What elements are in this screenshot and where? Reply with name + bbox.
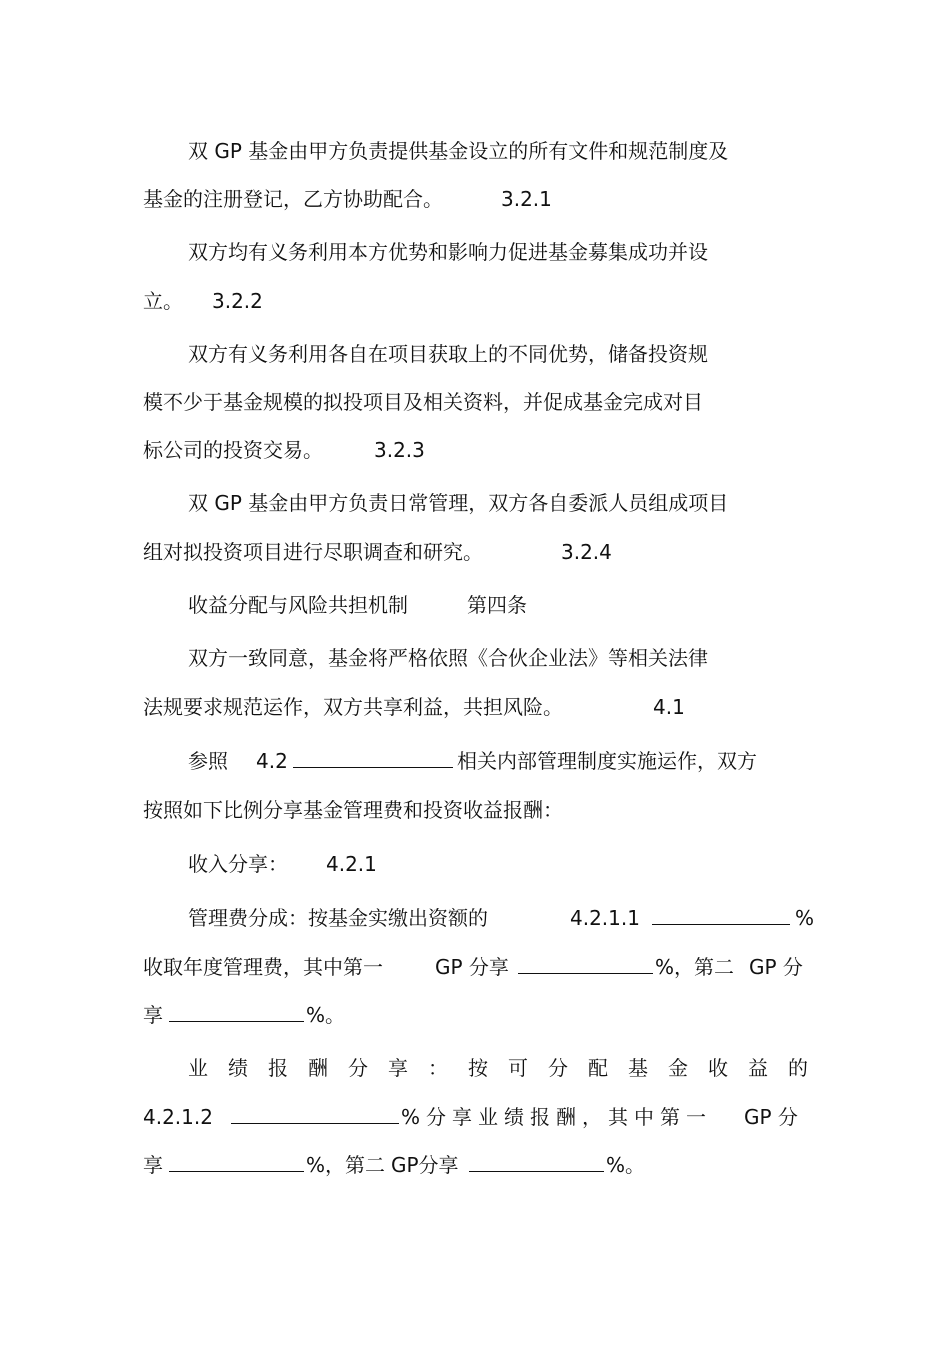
paragraph-line: 双方均有义务利用本方优势和影响力促进基金募集成功并设 [188, 240, 708, 264]
paragraph-line: 模不少于基金规模的拟投项目及相关资料，并促成基金完成对目 [143, 390, 703, 414]
paragraph-text: %，第二 [306, 1153, 386, 1177]
clause-number: 4.2 [256, 749, 288, 773]
paragraph-line: 组对拟投资项目进行尽职调查和研究。 [143, 540, 483, 564]
paragraph-line: 法规要求规范运作，双方共享利益，共担风险。 [143, 695, 563, 719]
clause-number: 3.2.4 [561, 540, 612, 564]
clause-number: 4.1 [653, 695, 685, 719]
paragraph-line: 双方一致同意，基金将严格依照《合伙企业法》等相关法律 [188, 646, 708, 670]
percent-sign: % [795, 906, 815, 930]
paragraph-text: %，第二 [655, 955, 735, 979]
blank-field [469, 1152, 604, 1178]
clause-number: 3.2.1 [501, 187, 552, 211]
blank-field [293, 748, 453, 774]
paragraph-line: 双方有义务利用各自在项目获取上的不同优势，储备投资规 [188, 342, 708, 366]
clause-number: 4.2.1.1 [570, 906, 640, 930]
blank-field [652, 905, 790, 931]
paragraph-text: GP分享 [391, 1153, 459, 1177]
section-heading: 收益分配与风险共担机制 [188, 593, 408, 617]
paragraph-line: 基金的注册登记，乙方协助配合。 [143, 187, 443, 211]
blank-field [169, 1002, 304, 1028]
paragraph-line: 按照如下比例分享基金管理费和投资收益报酬： [143, 798, 563, 822]
paragraph-text: 享 [143, 1003, 163, 1027]
paragraph-text: GP 分 [744, 1105, 798, 1129]
paragraph-text: %。 [606, 1153, 646, 1177]
article-number: 第四条 [467, 593, 527, 617]
clause-number: 4.2.1 [326, 852, 377, 876]
paragraph-text: %。 [306, 1003, 346, 1027]
paragraph-text: 参照 [188, 749, 228, 773]
paragraph-text: GP 分 [749, 955, 803, 979]
paragraph-text: 享 [143, 1153, 163, 1177]
paragraph-line: 标公司的投资交易。 [143, 438, 323, 462]
paragraph-line: 双 GP 基金由甲方负责日常管理，双方各自委派人员组成项目 [188, 491, 729, 515]
clause-number: 3.2.3 [374, 438, 425, 462]
paragraph-text: 收取年度管理费，其中第一 [143, 955, 383, 979]
clause-number: 4.2.1.2 [143, 1105, 213, 1129]
paragraph-text: 管理费分成：按基金实缴出资额的 [188, 906, 488, 930]
paragraph-text: GP 分享 [435, 955, 509, 979]
paragraph-text: 相关内部管理制度实施运作，双方 [457, 749, 757, 773]
paragraph-line: 立。 [143, 289, 183, 313]
blank-field [518, 954, 653, 980]
paragraph-text: %分享业绩报酬，其中第一 [401, 1105, 713, 1129]
paragraph-text: 收入分享： [188, 852, 288, 876]
blank-field [231, 1104, 399, 1130]
blank-field [169, 1152, 304, 1178]
paragraph-line: 业绩报酬分享：按可分配基金收益的 [188, 1056, 828, 1080]
clause-number: 3.2.2 [212, 289, 263, 313]
paragraph-line: 双 GP 基金由甲方负责提供基金设立的所有文件和规范制度及 [188, 139, 729, 163]
